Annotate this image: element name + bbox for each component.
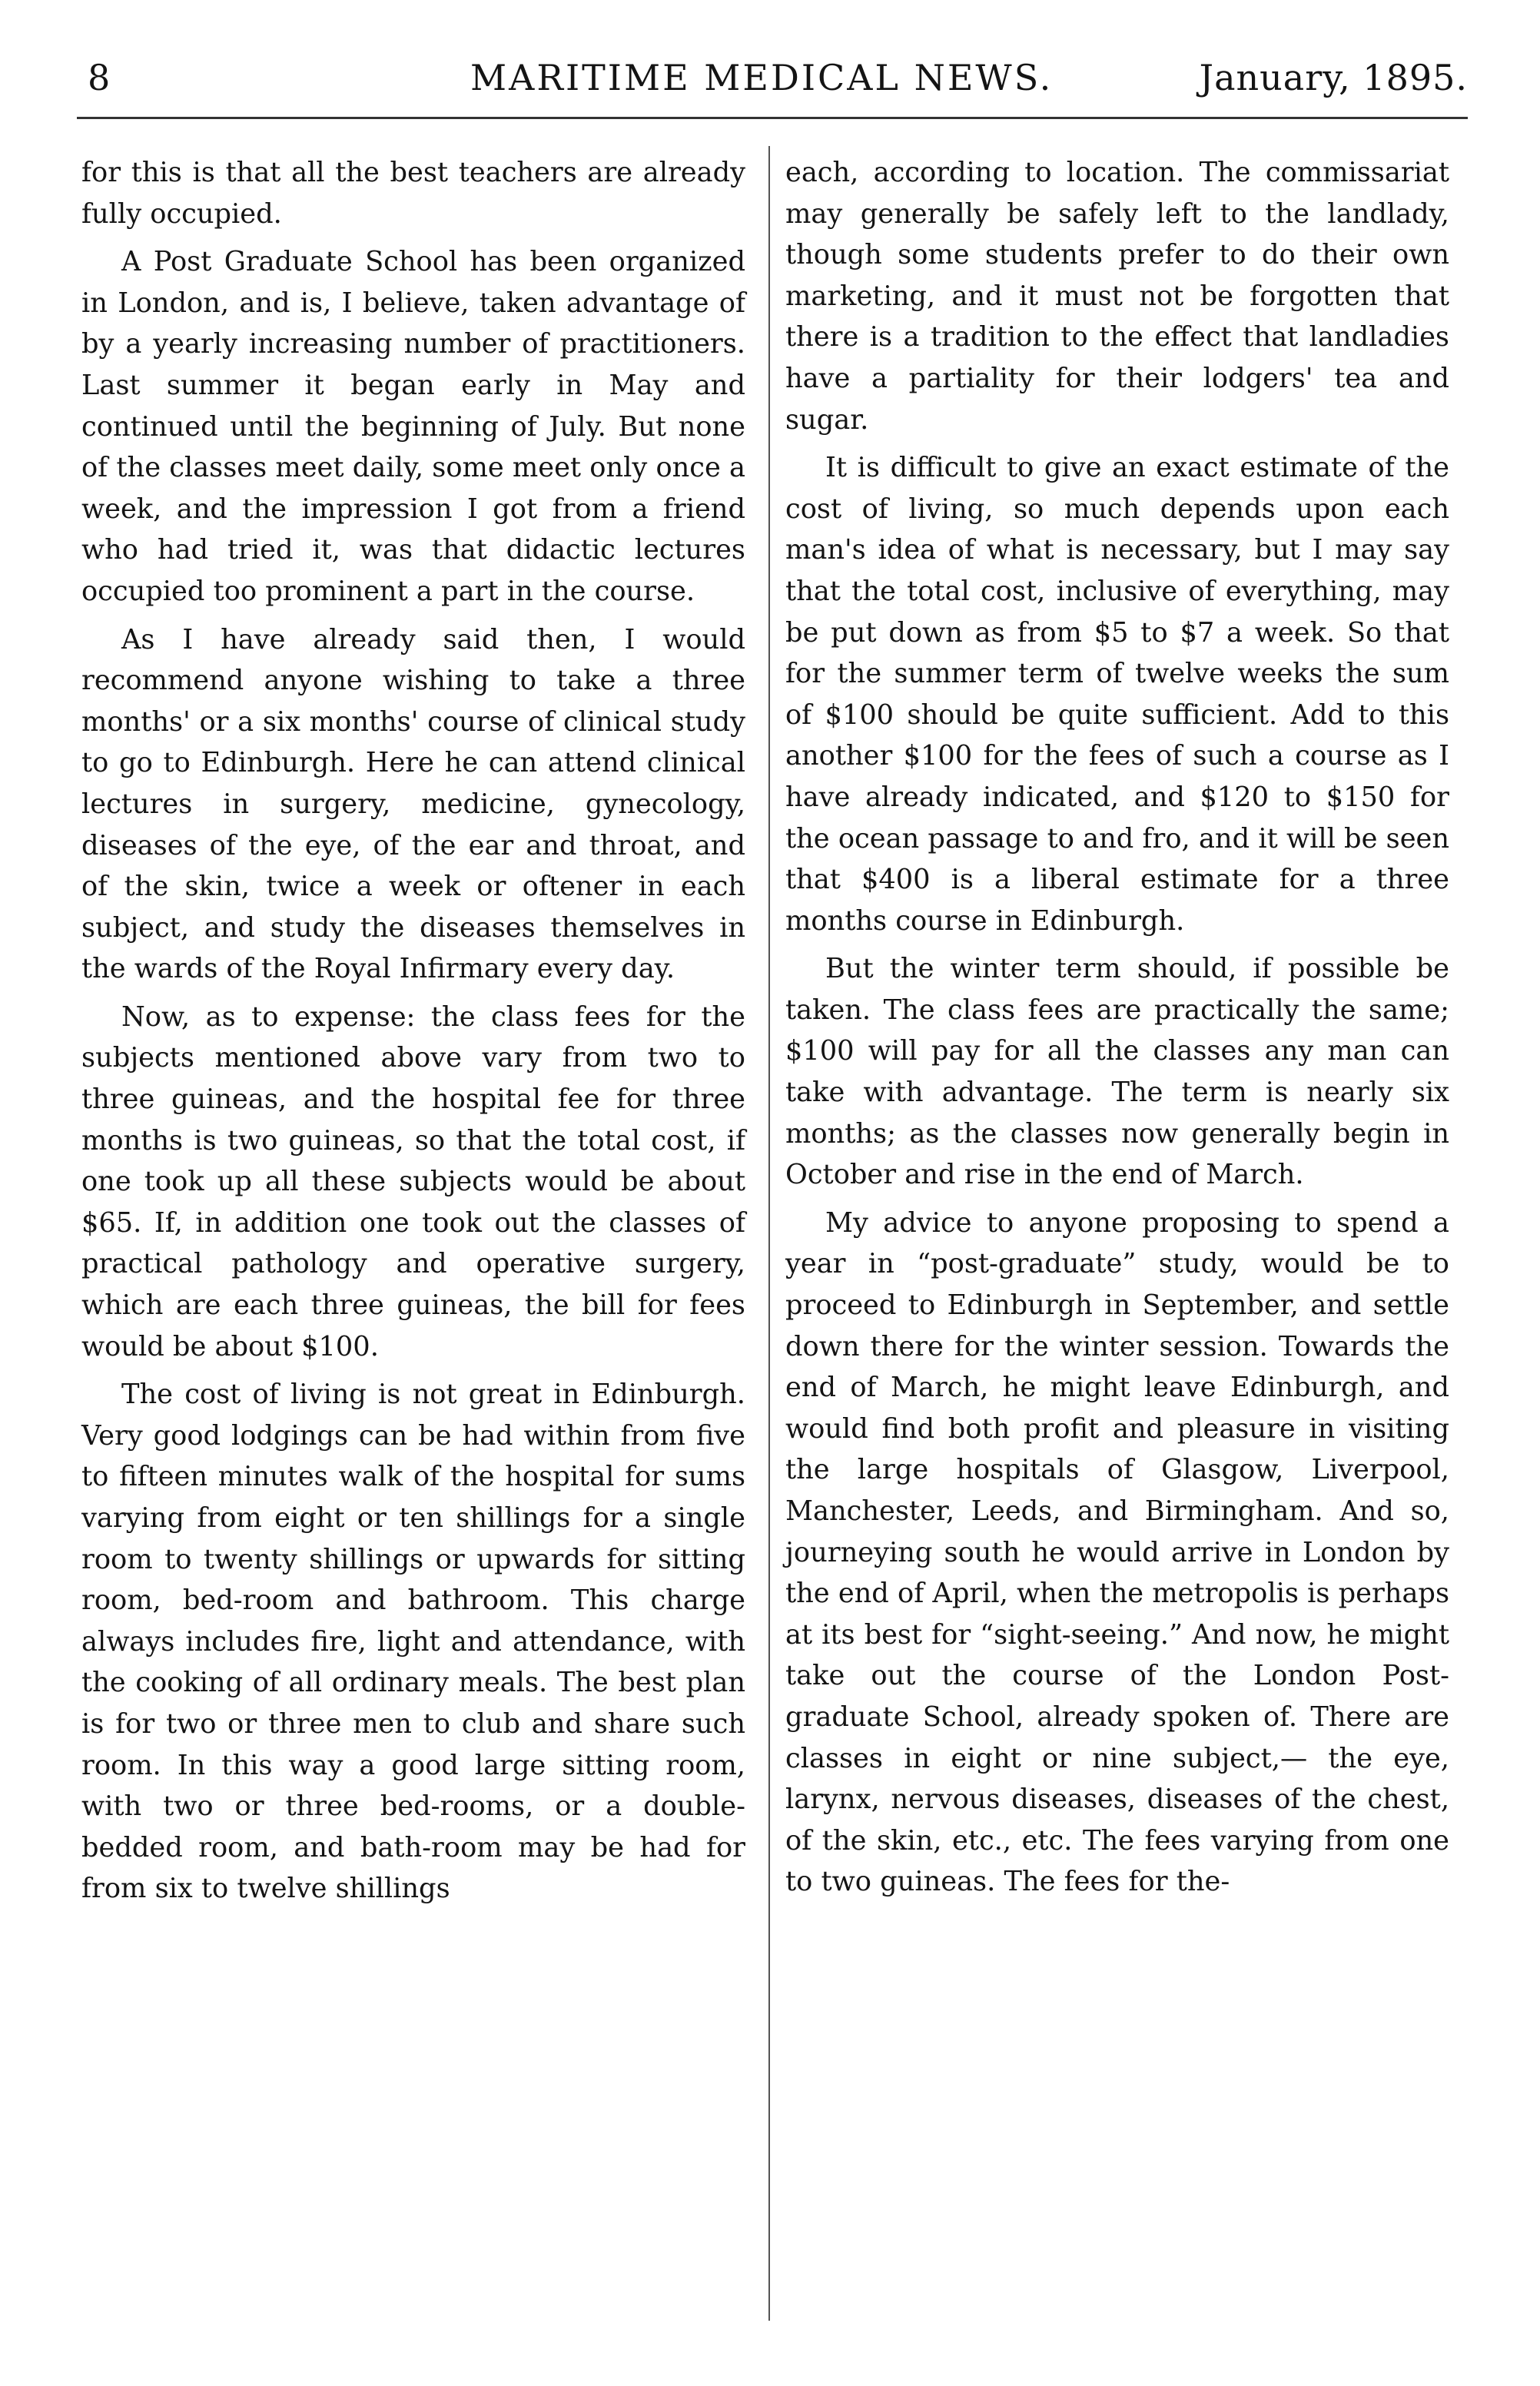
paragraph: A Post Graduate School has been organized in London, and is, I believe, taken advantage of by a yearly increasing number of practitioners. Last summer it began early in May and continued until the beginning of July. But none of the classes meet daily, some meet only once a week, and the impression I got from a friend who had tried it, was that didactic lectures occupied too prominent a part in the course. bbox=[81, 246, 745, 607]
paragraph: My advice to anyone proposing to spend a year in “post-graduate” study, would be to proceed to Edinburgh in September, and settle down there for the winter session. Towards the end of March, he might leave Edinburgh, and would find both profit and pleasure in visiting the large hospitals of Glasgow, Liverpool, Manchester, Leeds, and Birmingham. And so, journeying south he would arrive in London by the end of April, when the metropolis is perhaps at its best for “sight-seeing.” And now, he might take out the course of the London Post-graduate School, already spoken of. There are classes in eight or nine subject,— the eye, larynx, nervous diseases, diseases of the chest, of the skin, etc., etc. The fees varying from one to two guineas. The fees for the- bbox=[785, 1206, 1449, 1898]
left-column bbox=[81, 152, 745, 1910]
running-header bbox=[77, 40, 1468, 101]
right-column bbox=[785, 152, 1449, 1903]
issue-date: January, 1895. bbox=[1199, 57, 1468, 98]
paragraph: The cost of living is not great in Edinburgh. Very good lodgings can be had within from five to fifteen minutes walk of the hospital for sums varying from eight or ten shillings for a single room to twenty shillings or upwards for sitting room, bed-room and bathroom. This charge always includes fire, light and attendance, with the cooking of all ordinary meals. The best plan is for two or three men to club and share such room. In this way a good large sitting room, with two or three bed-rooms, or a double-bedded room, and bath-room may be had for from six to twelve shillings bbox=[81, 1379, 745, 1905]
column-rule bbox=[768, 146, 770, 2321]
paragraph: But the winter term should, if possible be taken. The class fees are practically the same; $100 will pay for all the classes any man can take with advantage. The term is nearly six months; as the classes now generally begin in October and rise in the end of March. bbox=[785, 953, 1449, 1191]
header-rule bbox=[77, 117, 1468, 119]
page-number: 8 bbox=[88, 57, 111, 98]
paragraph-continued: for this is that all the best teachers are already fully occupied. bbox=[81, 157, 745, 230]
paragraph: As I have already said then, I would recommend anyone wishing to take a three months' or a six months' course of clinical study to go to Edinburgh. Here he can attend clinical lectures in surgery, medicine, gynecology, diseases of the eye, of the ear and throat, and of the skin, twice a week or oftener in each subject, and study the diseases themselves in the wards of the Royal Infirmary every day. bbox=[81, 623, 745, 985]
paragraph: It is difficult to give an exact estimate of the cost of living, so much depends upon each man's idea of what is necessary, but I may say that the total cost, inclusive of everything, may be put down as from $5 to $7 a week. So that for the summer term of twelve weeks the sum of $100 should be quite sufficient. Add to this another $100 for the fees of such a course as I have already indicated, and $120 to $150 for the ocean passage to and fro, and it will be seen that $400 is a liberal estimate for a three months course in Edinburgh. bbox=[785, 452, 1449, 937]
journal-title: MARITIME MEDICAL NEWS. bbox=[470, 57, 1054, 98]
paragraph-continued: each, according to location. The commissariat may generally be safely left to the landlady, though some students prefer to do their own marketing, and it must not be forgotten that there is a tradition to the effect that landladies have a partiality for their lodgers' tea and sugar. bbox=[785, 157, 1449, 436]
paragraph: Now, as to expense: the class fees for the subjects mentioned above vary from two to three guineas, and the hospital fee for three months is two guineas, so that the total cost, if one took up all these subjects would be about $65. If, in addition one took out the classes of practical pathology and operative surgery, which are each three guineas, the bill for fees would be about $100. bbox=[81, 1001, 745, 1362]
